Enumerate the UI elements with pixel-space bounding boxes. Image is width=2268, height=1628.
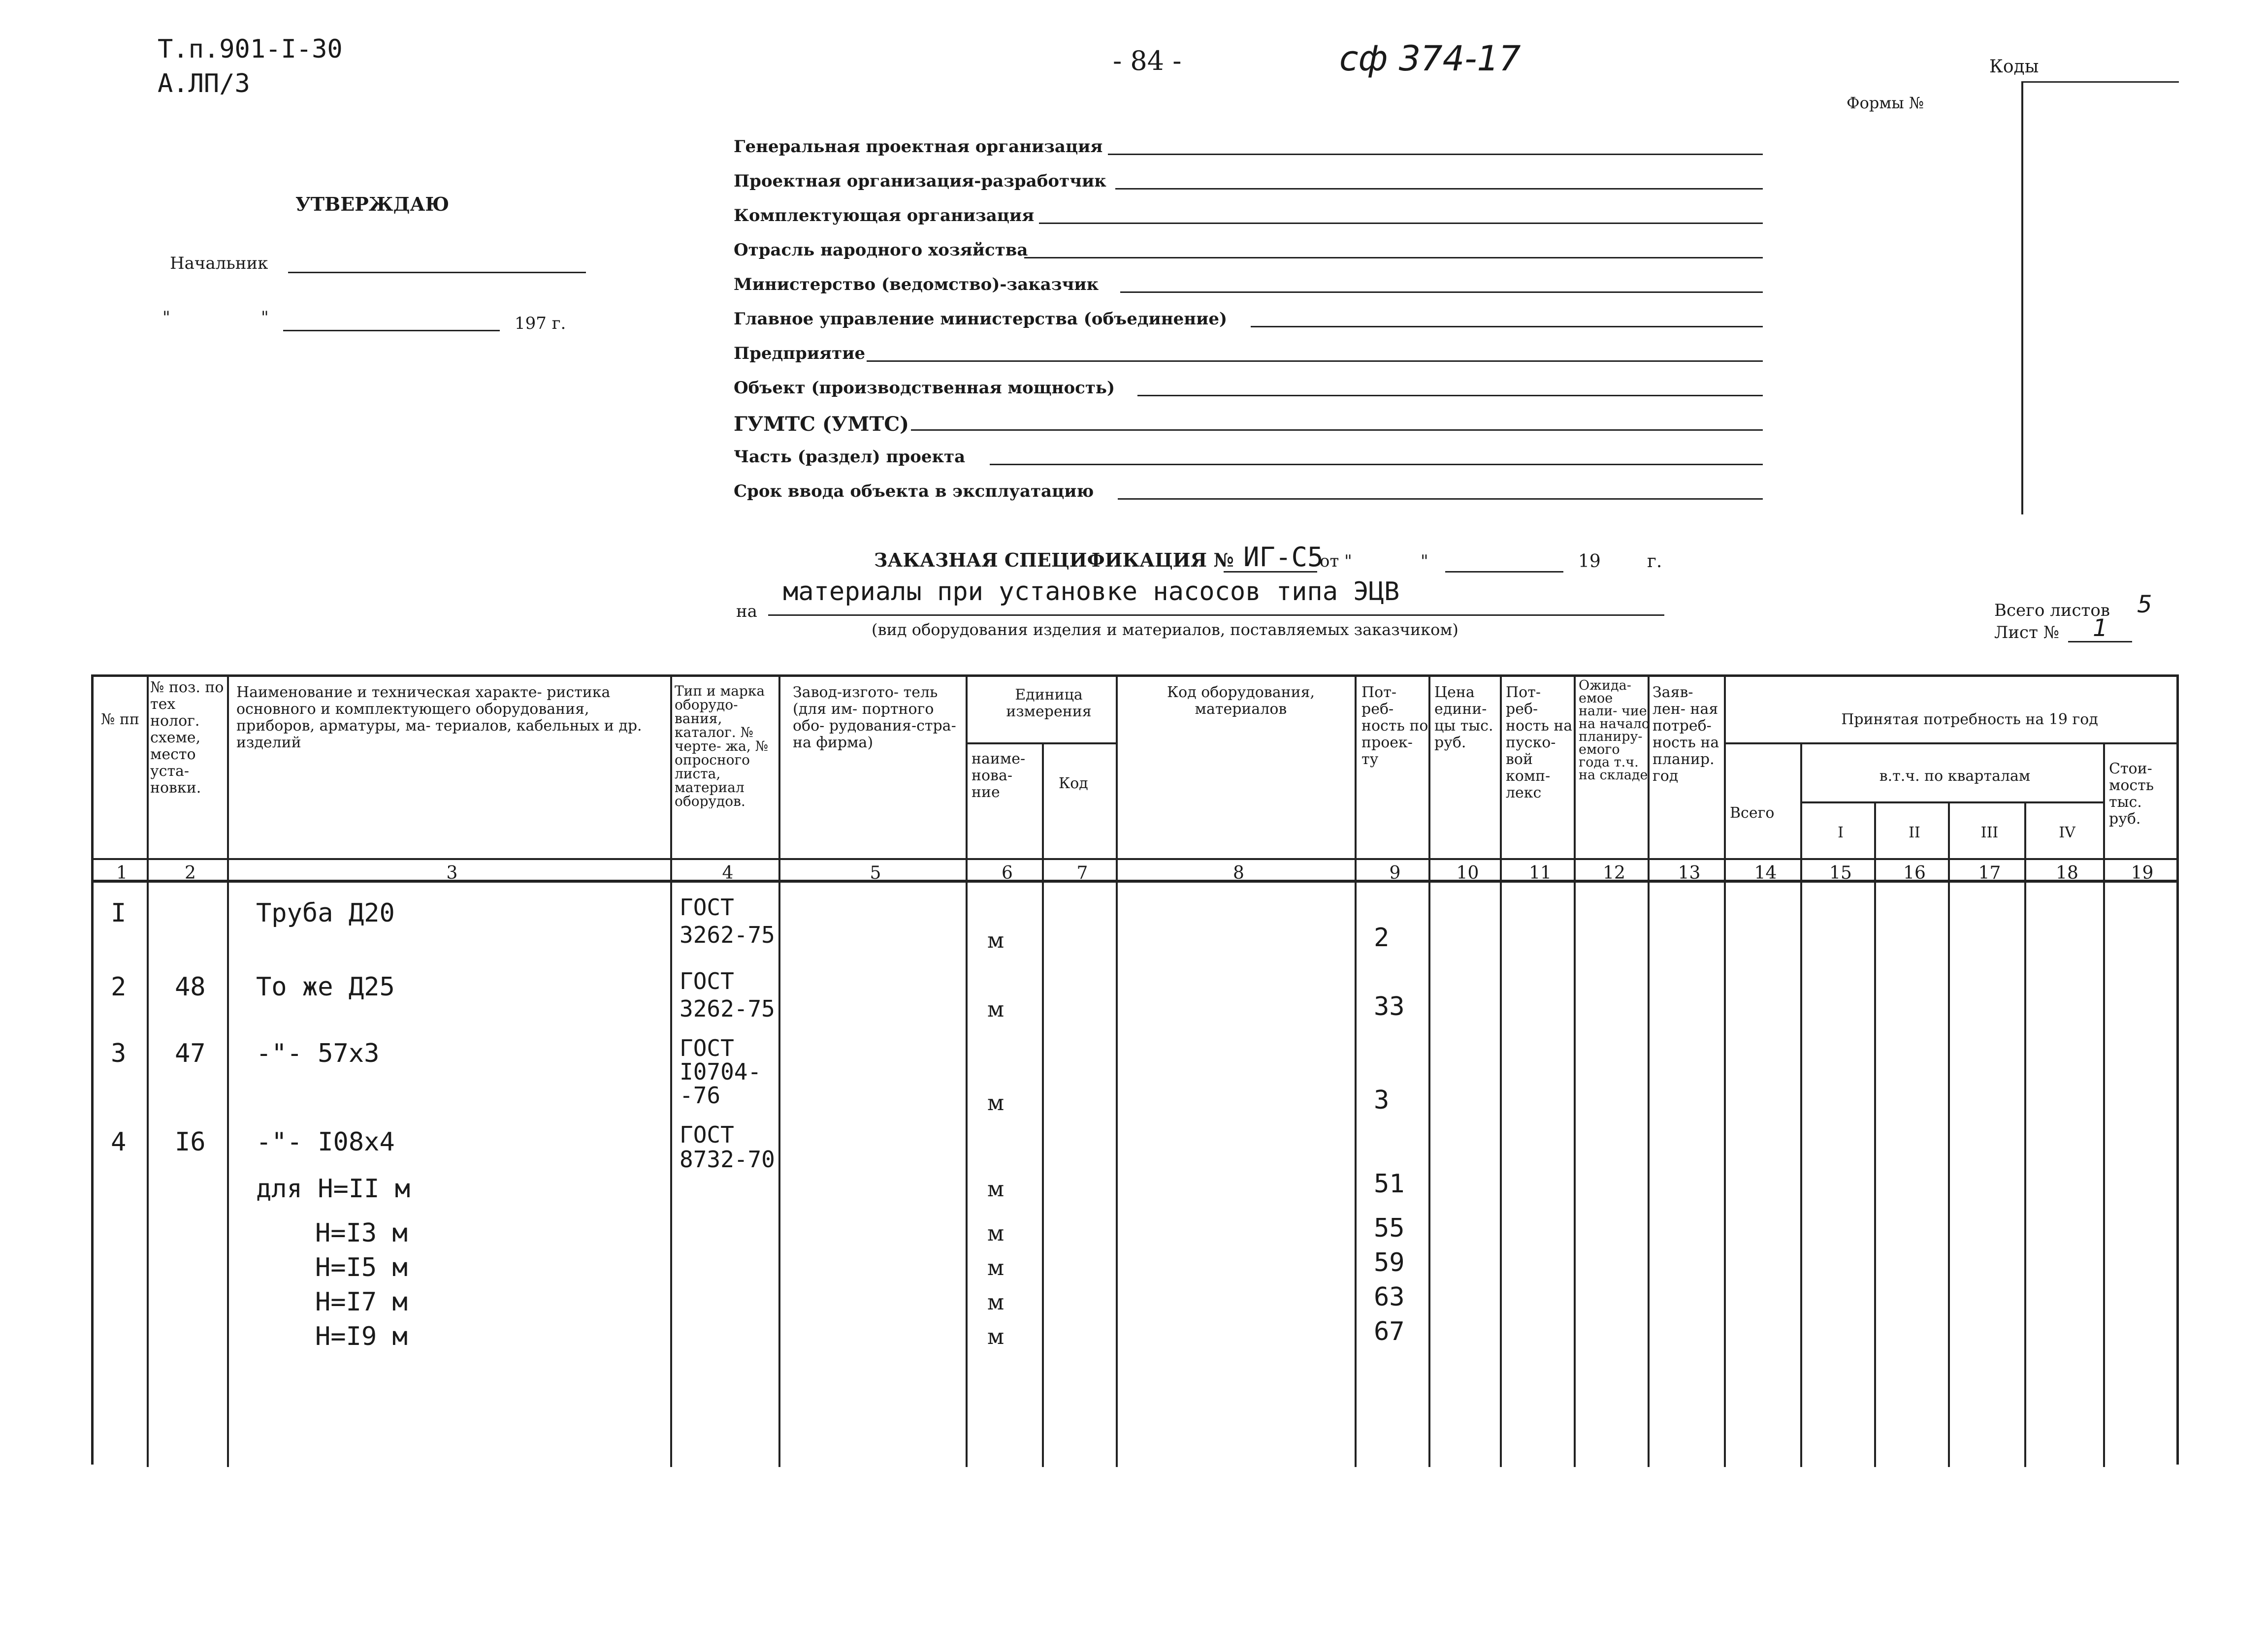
- codes-box-top: [2021, 81, 2179, 83]
- sheet-number-value: 1: [2093, 614, 2108, 642]
- sheet-number-line: [2068, 641, 2132, 642]
- approve-year: 197 г.: [515, 314, 566, 333]
- org-field-line: [1115, 188, 1763, 190]
- date-quote-open: ": [162, 308, 170, 327]
- row-quantity: 55: [1374, 1213, 1405, 1243]
- col-number: 12: [1603, 863, 1625, 883]
- codes-label: Коды: [1989, 57, 2039, 77]
- org-field-line: [1118, 498, 1763, 500]
- header-position: № поз. по тех нолог. схеме, место уста- новки.: [150, 679, 224, 797]
- approve-title: УТВЕРЖДАЮ: [295, 193, 450, 215]
- row-number: 2: [111, 972, 127, 1002]
- doc-code-line1: Т.п.901-I-30: [158, 34, 343, 64]
- header-quarters-group: в.т.ч. по кварталам: [1879, 768, 2031, 785]
- row-name: Н=I9 м: [315, 1322, 408, 1351]
- org-field-developer: Проектная организация-разработчик: [734, 171, 1106, 191]
- row-number: I: [111, 898, 127, 928]
- col-number: 2: [185, 863, 196, 883]
- header-type: Тип и марка оборудо- вания, каталог. № черте- жа, № опросного листа, материал оборудов.: [675, 684, 769, 808]
- row-number: 4: [111, 1127, 127, 1157]
- row-unit: м: [987, 1324, 1004, 1349]
- header-total: Всего: [1730, 805, 1775, 822]
- header-row-number: № пп: [101, 711, 139, 728]
- row-type: ГОСТ 3262-75: [680, 968, 775, 1022]
- org-field-gumts: ГУМТС (УМТС): [734, 413, 909, 436]
- spec-subject-caption: (вид оборудования изделия и материалов, поставляемых заказчиком): [872, 620, 1458, 639]
- chief-signature-line: [288, 272, 586, 273]
- row-quantity: 63: [1374, 1282, 1405, 1312]
- row-name: -"- I08х4: [256, 1127, 395, 1157]
- row-name: Н=I5 м: [315, 1253, 408, 1282]
- org-field-line: [1039, 223, 1763, 224]
- col-number: 10: [1456, 863, 1479, 883]
- row-name: Труба Д20: [256, 898, 395, 928]
- row-type: ГОСТ 8732-70: [680, 1121, 775, 1173]
- codes-box-left: [2021, 81, 2023, 514]
- row-unit: м: [987, 1177, 1004, 1202]
- row-quantity: 33: [1374, 992, 1405, 1021]
- org-field-deadline: Срок ввода объекта в эксплуатацию: [734, 481, 1094, 501]
- org-field-line: [867, 360, 1763, 362]
- header-project-need: Пот- реб- ность по проек- ту: [1361, 684, 1428, 768]
- spec-from-label: от ": [1320, 551, 1352, 571]
- spec-number-line: [1224, 571, 1317, 573]
- spec-year: 19: [1578, 551, 1601, 572]
- row-unit: м: [987, 1290, 1004, 1315]
- col-number: 13: [1678, 863, 1701, 883]
- row-unit: м: [987, 1090, 1004, 1116]
- row-unit: м: [987, 1221, 1004, 1246]
- col-number: 6: [1002, 863, 1013, 883]
- row-number: 3: [111, 1039, 127, 1068]
- org-field-line: [990, 464, 1763, 465]
- header-unit-code: Код: [1059, 775, 1088, 792]
- header-accepted-group: Принятая потребность на 19 год: [1841, 711, 2098, 728]
- header-q3: III: [1980, 825, 1999, 841]
- col-number: 9: [1389, 863, 1401, 883]
- col-number: 4: [722, 863, 734, 883]
- header-q2: II: [1909, 825, 1920, 841]
- col-number: 5: [870, 863, 881, 883]
- col-number: 15: [1829, 863, 1852, 883]
- spec-number: ИГ-С5: [1243, 542, 1324, 573]
- row-type: ГОСТ 3262-75: [680, 894, 775, 948]
- col-number: 7: [1076, 863, 1088, 883]
- header-q4: IV: [2059, 825, 2075, 841]
- col-number: 17: [1978, 863, 2001, 883]
- header-unit-name: наиме- нова- ние: [972, 751, 1026, 801]
- spec-date-line: [1445, 571, 1563, 573]
- col-number: 19: [2131, 863, 2154, 883]
- spec-title: ЗАКАЗНАЯ СПЕЦИФИКАЦИЯ №: [874, 549, 1234, 571]
- org-field-line: [1120, 291, 1763, 293]
- row-quantity: 51: [1374, 1169, 1405, 1199]
- col-number: 18: [2056, 863, 2078, 883]
- col-number: 1: [116, 863, 128, 883]
- org-field-object: Объект (производственная мощность): [734, 378, 1115, 398]
- header-expected-stock: Ожида- емое нали- чие на начало планиру- емого года т.ч. на складе: [1579, 679, 1650, 782]
- total-sheets-value: 5: [2137, 591, 2152, 618]
- header-launch-need: Пот- реб- ность на пуско- вой комп- лекс: [1506, 684, 1573, 801]
- col-number: 11: [1529, 863, 1552, 883]
- sheet-number-label: Лист №: [1994, 623, 2059, 642]
- org-field-ministry: Министерство (ведомство)-заказчик: [734, 275, 1099, 294]
- col-number: 16: [1903, 863, 1926, 883]
- header-unit-group: Единица измерения: [1006, 687, 1092, 720]
- row-quantity: 3: [1374, 1085, 1390, 1115]
- header-q1: I: [1838, 825, 1844, 841]
- org-field-part: Часть (раздел) проекта: [734, 447, 966, 467]
- chief-label: Начальник: [170, 254, 268, 273]
- col-number: 3: [446, 863, 458, 883]
- date-line: [283, 330, 500, 331]
- row-type: ГОСТ I0704- -76: [680, 1035, 762, 1109]
- row-name: -"- 57х3: [256, 1039, 380, 1068]
- spec-quote-close: ": [1421, 551, 1428, 571]
- row-name: Н=I3 м: [315, 1218, 408, 1248]
- header-name: Наименование и техническая характе- ристика основного и комплектующего оборудования, приборов, арматуры, ма- териалов, кабельных и др. изделий: [236, 684, 642, 751]
- header-manufacturer: Завод-изгото- тель (для им- портного обо- рудования-стра- на фирма): [793, 684, 956, 751]
- row-position: I6: [175, 1127, 206, 1157]
- header-cost: Стои- мость тыс. руб.: [2109, 761, 2154, 828]
- col-number: 8: [1233, 863, 1244, 883]
- spec-table: [91, 674, 2179, 1465]
- org-field-line: [1251, 326, 1763, 327]
- org-field-enterprise: Предприятие: [734, 344, 866, 363]
- header-equipment-code: Код оборудования, материалов: [1166, 684, 1315, 718]
- col-number: 14: [1754, 863, 1777, 883]
- date-quote-close: ": [261, 308, 269, 327]
- spec-g: г.: [1647, 551, 1662, 572]
- total-sheets-label: Всего листов: [1994, 601, 2110, 620]
- header-unit-price: Цена едини- цы тыс. руб.: [1434, 684, 1493, 751]
- org-field-department: Главное управление министерства (объединение): [734, 309, 1228, 329]
- doc-code-line2: А.ЛП/3: [158, 69, 250, 98]
- row-quantity: 67: [1374, 1317, 1405, 1346]
- org-field-industry: Отрасль народного хозяйства: [734, 240, 1028, 260]
- row-unit: м: [987, 1255, 1004, 1280]
- row-position: 48: [175, 972, 206, 1002]
- org-field-line: [1137, 395, 1763, 396]
- page-number: - 84 -: [1113, 45, 1182, 76]
- row-name: Н=I7 м: [315, 1287, 408, 1317]
- row-quantity: 59: [1374, 1248, 1405, 1277]
- org-field-line: [1108, 154, 1763, 155]
- row-name: То же Д25: [256, 972, 395, 1002]
- org-field-line: [911, 429, 1763, 431]
- header-declared-need: Заяв- лен- ная потреб- ность на планир. год: [1652, 684, 1719, 785]
- row-unit: м: [987, 928, 1004, 953]
- org-field-complete: Комплектующая организация: [734, 206, 1035, 225]
- spec-subject: материалы при установке насосов типа ЭЦВ: [783, 577, 1400, 607]
- org-field-general: Генеральная проектная организация: [734, 137, 1103, 157]
- org-field-line: [1024, 257, 1763, 258]
- row-quantity: 2: [1374, 923, 1390, 953]
- spec-na-label: на: [736, 602, 757, 621]
- row-position: 47: [175, 1039, 206, 1068]
- row-unit: м: [987, 997, 1004, 1022]
- spec-subject-line: [768, 614, 1664, 616]
- form-number-label: Формы №: [1847, 94, 1924, 112]
- handwritten-reference: сф 374-17: [1339, 38, 1521, 79]
- row-name: для Н=II м: [256, 1174, 411, 1204]
